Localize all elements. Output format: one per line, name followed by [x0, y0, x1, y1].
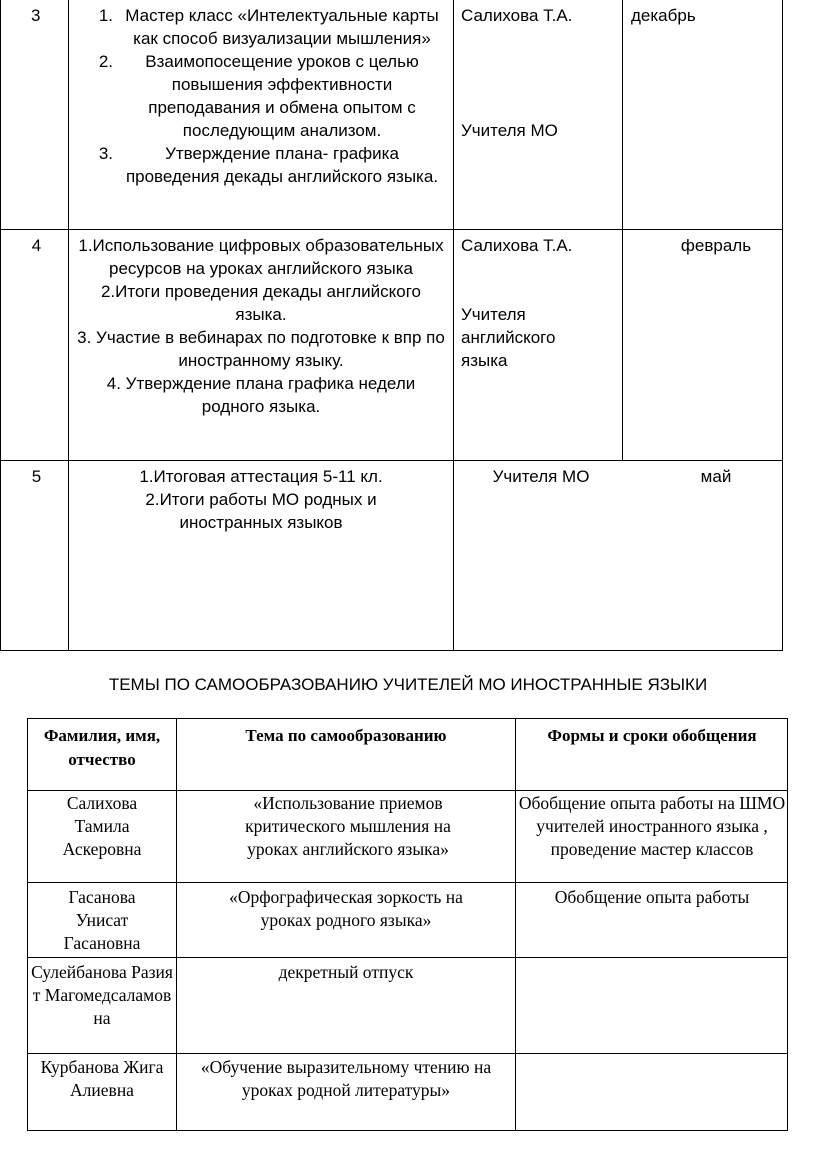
teacher-topic: «Обучение выразительному чтению на уроках родной литературы»	[200, 1057, 492, 1100]
section-heading: ТЕМЫ ПО САМООБРАЗОВАНИЮ УЧИТЕЛЕЙ МО ИНОСТРАННЫЕ ЯЗЫКИ	[108, 675, 708, 694]
teacher-topic: «Использование приемов критического мышления на уроках английского языка»	[245, 793, 451, 859]
list-item: 3. Утверждение плана- графика проведения декады английского языка.	[98, 144, 439, 186]
activity-line: 1.Итоговая аттестация 5-11 кл.	[139, 467, 383, 486]
activities-cell	[69, 465, 453, 534]
date-cell: февраль	[680, 236, 752, 255]
activities-cell	[69, 234, 453, 418]
row-number: 3	[31, 6, 41, 25]
date-cell: май	[700, 467, 732, 486]
self-education-table	[27, 718, 788, 1131]
responsible-primary: Учителя МО	[492, 467, 590, 486]
responsible-primary: Салихова Т.А.	[461, 6, 573, 25]
responsible-secondary: Учителя английского языка	[461, 305, 556, 370]
responsible-secondary: Учителя МО	[461, 121, 558, 140]
teacher-name: Сулейбанова Разият Магомедсаламовна	[31, 962, 173, 1028]
teacher-name: Курбанова Жига Алиевна	[40, 1057, 164, 1100]
column-header-form: Формы и сроки обобщения	[547, 726, 757, 745]
row-number: 4	[31, 236, 42, 255]
teacher-form: Обобщение опыта работы	[554, 887, 750, 907]
teacher-topic: «Орфографическая зоркость на уроках родного языка»	[229, 887, 463, 930]
activity-line: 2.Итоги проведения декады английского языка.	[100, 282, 422, 324]
row-number: 5	[31, 467, 42, 486]
activity-line: 2.Итоги работы МО родных и иностранных языков	[145, 490, 377, 532]
column-header-topic: Тема по самообразованию	[245, 726, 447, 745]
responsible-primary: Салихова Т.А.	[461, 236, 573, 255]
teacher-form: Обобщение опыта работы на ШМО учителей иностранного языка , проведение мастер классов	[518, 793, 786, 859]
teacher-topic: декретный отпуск	[278, 962, 414, 982]
activity-line: 1.Использование цифровых образовательных ресурсов на уроках английского языка	[78, 236, 444, 278]
date-cell: декабрь	[631, 6, 696, 25]
activity-line: 3. Участие в вебинарах по подготовке к впр по иностранному языку.	[77, 328, 445, 370]
column-header-name: Фамилия, имя, отчество	[43, 726, 161, 769]
list-item: 2. Взаимопосещение уроков с целью повышения эффективности преподавания и обмена опытом с последующим анализом.	[98, 52, 419, 140]
activity-line: 4. Утверждение плана графика недели родного языка.	[106, 374, 416, 416]
list-item: 1. Мастер класс «Интелектуальные карты как способ визуализации мышления»	[98, 6, 439, 48]
teacher-name: Салихова Тамила Аскеровна	[62, 793, 142, 859]
activities-cell	[69, 4, 453, 188]
teacher-name: Гасанова Унисат Гасановна	[63, 887, 141, 953]
